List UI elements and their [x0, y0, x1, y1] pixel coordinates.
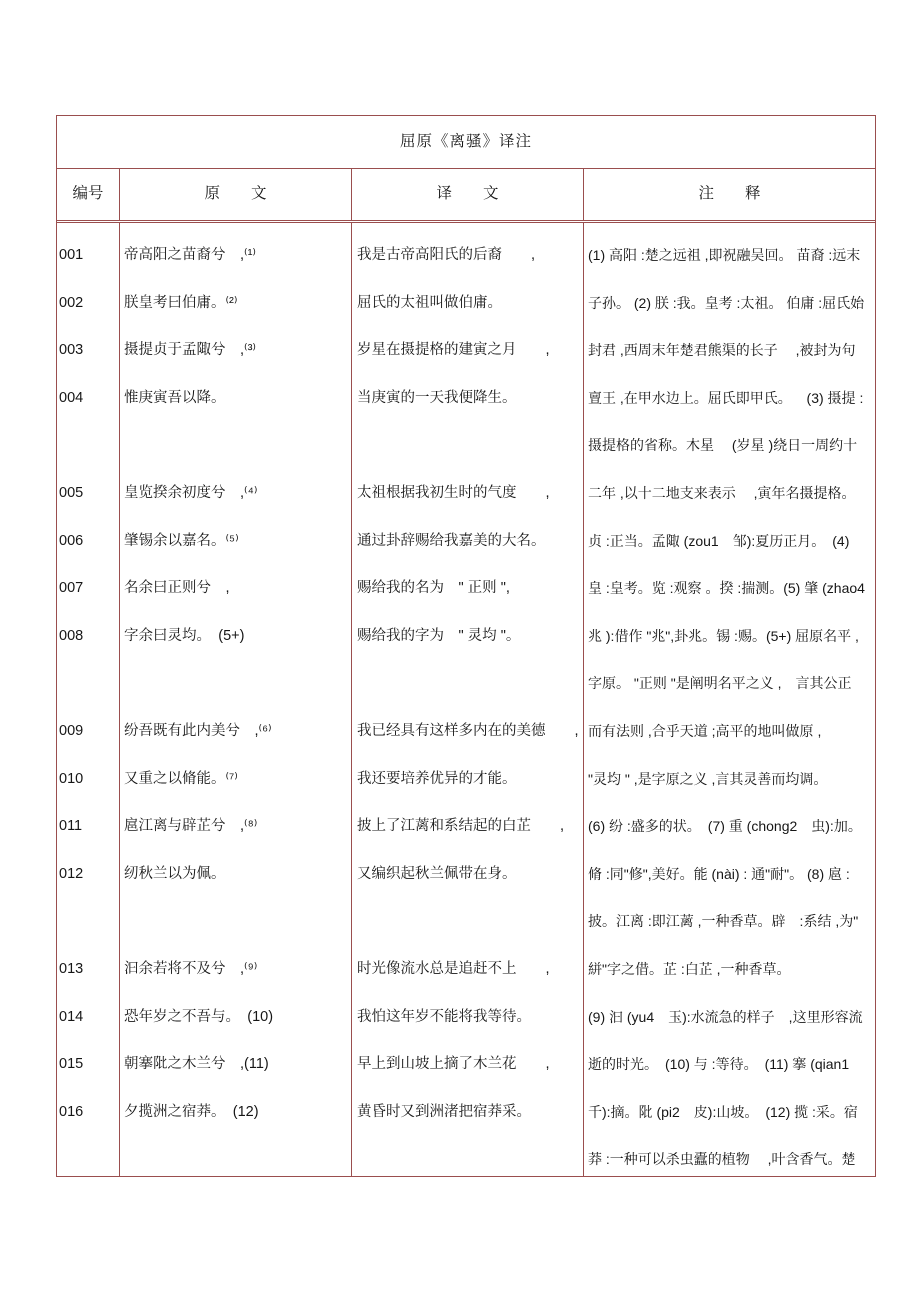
header-original-text: 原 文 [120, 169, 352, 220]
note-line: 莽 :一种可以杀虫蠹的植物 ,叶含香气。楚 [588, 1151, 856, 1168]
note-line: (1) 高阳 :楚之远祖 ,即祝融吴回。 苗裔 :远末 [588, 247, 861, 263]
original-line [124, 660, 351, 708]
translation-line: 披上了江蓠和系结起的白芷 , [357, 818, 565, 835]
column-annotation [584, 223, 875, 1176]
note-line: 兆 ):借作 "兆",卦兆。锡 :赐。(5+) 屈原名平 , [588, 627, 859, 644]
translation-line: 当庚寅的一天我便降生。 [357, 389, 517, 406]
note-line: 摄提格的省称。木星 (岁星 )绕日一周约十 [588, 437, 858, 454]
note-line: 亶王 ,在甲水边上。屈氏即甲氏。 (3) 摄提 : [588, 389, 864, 406]
translation-line: 我已经具有这样多内在的美德 , [357, 722, 579, 739]
original-line [124, 1136, 351, 1176]
row-number [59, 1136, 119, 1176]
original-line: 扈江离与辟芷兮 ,⁽⁸⁾ [124, 818, 258, 835]
original-line: 朕皇考曰伯庸。⁽²⁾ [124, 294, 238, 311]
row-number: 016 [59, 1103, 84, 1120]
note-line: "灵均 " ,是字原之义 ,言其灵善而均调。 [588, 770, 828, 787]
column-number [57, 223, 120, 1176]
translation-line: 又编织起秋兰佩带在身。 [357, 865, 517, 882]
translation-line [357, 1136, 583, 1176]
translation-line: 赐给我的名为 " 正则 ", [357, 580, 510, 597]
translation-line: 时光像流水总是追赶不上 , [357, 960, 550, 977]
translation-line: 岁星在摄提格的建寅之月 , [357, 342, 550, 359]
row-number: 002 [59, 294, 84, 311]
row-number: 007 [59, 580, 84, 597]
row-number: 005 [59, 484, 84, 501]
row-number: 008 [59, 627, 84, 644]
row-number [59, 660, 119, 708]
table-title: 屈原《离骚》译注 [57, 116, 875, 169]
note-line: 逝的时光。 (10) 与 :等待。 (11) 搴 (qian1 [588, 1056, 850, 1073]
note-line: 絣"字之借。芷 :白芷 ,一种香草。 [588, 960, 791, 977]
original-line: 朝搴阰之木兰兮 ,(11) [124, 1056, 269, 1073]
header-annotation: 注 释 [698, 185, 761, 202]
original-line: 摄提贞于孟陬兮 ,⁽³⁾ [124, 342, 256, 359]
original-line: 汩余若将不及兮 ,⁽⁹⁾ [124, 960, 258, 977]
row-number: 013 [59, 960, 84, 977]
row-number: 001 [59, 247, 84, 263]
translation-table [56, 115, 876, 1177]
translation-line: 黄昏时又到洲渚把宿莽采。 [357, 1103, 531, 1120]
original-line: 帝高阳之苗裔兮 ,⁽¹⁾ [124, 247, 256, 263]
original-line: 夕揽洲之宿莽。 (12) [124, 1103, 259, 1120]
row-number [59, 422, 119, 470]
note-line: (6) 纷 :盛多的状。 (7) 重 (chong2 虫):加。 [588, 818, 862, 835]
original-line: 名余曰正则兮 , [124, 580, 230, 597]
note-line: 脩 :同"修",美好。能 (nài) : 通"耐"。 (8) 扈 : [588, 865, 850, 882]
row-number: 010 [59, 770, 84, 787]
translation-line: 我怕这年岁不能将我等待。 [357, 1008, 531, 1025]
note-line: 字原。 "正则 "是阐明名平之义 , 言其公正 [588, 675, 852, 692]
translation-line [357, 422, 583, 470]
row-number: 015 [59, 1056, 84, 1073]
note-line: 而有法则 ,合乎天道 ;高平的地叫做原 , [588, 722, 822, 739]
original-line: 纫秋兰以为佩。 [124, 865, 226, 882]
translation-line: 我还要培养优异的才能。 [357, 770, 517, 787]
note-line: 皇 :皇考。览 :观察 。揆 :揣测。(5) 肇 (zhao4 [588, 580, 865, 597]
row-number [59, 898, 119, 946]
original-line: 纷吾既有此内美兮 ,⁽⁶⁾ [124, 722, 272, 739]
original-line: 又重之以脩能。⁽⁷⁾ [124, 770, 238, 787]
row-number: 012 [59, 865, 84, 882]
table-header-row [57, 169, 875, 223]
original-line [124, 422, 351, 470]
note-line: 千):摘。阰 (pi2 皮):山坡。 (12) 揽 :采。宿 [588, 1103, 858, 1120]
original-line: 字余曰灵均。 (5+) [124, 627, 245, 644]
column-translation [352, 223, 584, 1176]
original-line [124, 898, 351, 946]
note-line: 封君 ,西周末年楚君熊渠的长子 ,被封为句 [588, 342, 856, 359]
row-number: 009 [59, 722, 84, 739]
translation-line [357, 660, 583, 708]
translation-line: 赐给我的字为 " 灵均 "。 [357, 627, 521, 644]
row-number: 014 [59, 1008, 84, 1025]
original-line: 恐年岁之不吾与。 (10) [124, 1008, 274, 1025]
note-line: 披。江离 :即江蓠 ,一种香草。辟 :系结 ,为" [588, 913, 859, 930]
translation-line: 屈氏的太祖叫做伯庸。 [357, 294, 502, 311]
row-number: 004 [59, 389, 84, 406]
original-line: 皇览揆余初度兮 ,⁽⁴⁾ [124, 484, 258, 501]
row-number: 003 [59, 342, 84, 359]
note-line: 二年 ,以十二地支来表示 ,寅年名摄提格。 [588, 484, 856, 501]
translation-line: 太祖根据我初生时的气度 , [357, 484, 550, 501]
translation-line: 早上到山坡上摘了木兰花 , [357, 1056, 550, 1073]
original-line: 惟庚寅吾以降。 [124, 389, 226, 406]
row-number: 006 [59, 532, 84, 549]
header-number: 编号 [57, 169, 120, 220]
note-line: 子孙。 (2) 朕 :我。皇考 :太祖。 伯庸 :屈氏始 [588, 294, 865, 311]
translation-line [357, 898, 583, 946]
column-original [120, 223, 352, 1176]
header-translation: 译 文 [352, 169, 584, 220]
translation-line: 我是古帝高阳氏的后裔 , [357, 247, 536, 263]
note-line: (9) 汩 (yu4 玉):水流急的样子 ,这里形容流 [588, 1008, 863, 1025]
translation-line: 通过卦辞赐给我嘉美的大名。 [357, 532, 546, 549]
row-number: 011 [59, 818, 83, 835]
note-line: 贞 :正当。孟陬 (zou1 邹):夏历正月。 (4) [588, 532, 850, 549]
original-line: 肇锡余以嘉名。⁽⁵⁾ [124, 532, 239, 549]
table-body-row [57, 223, 875, 1176]
